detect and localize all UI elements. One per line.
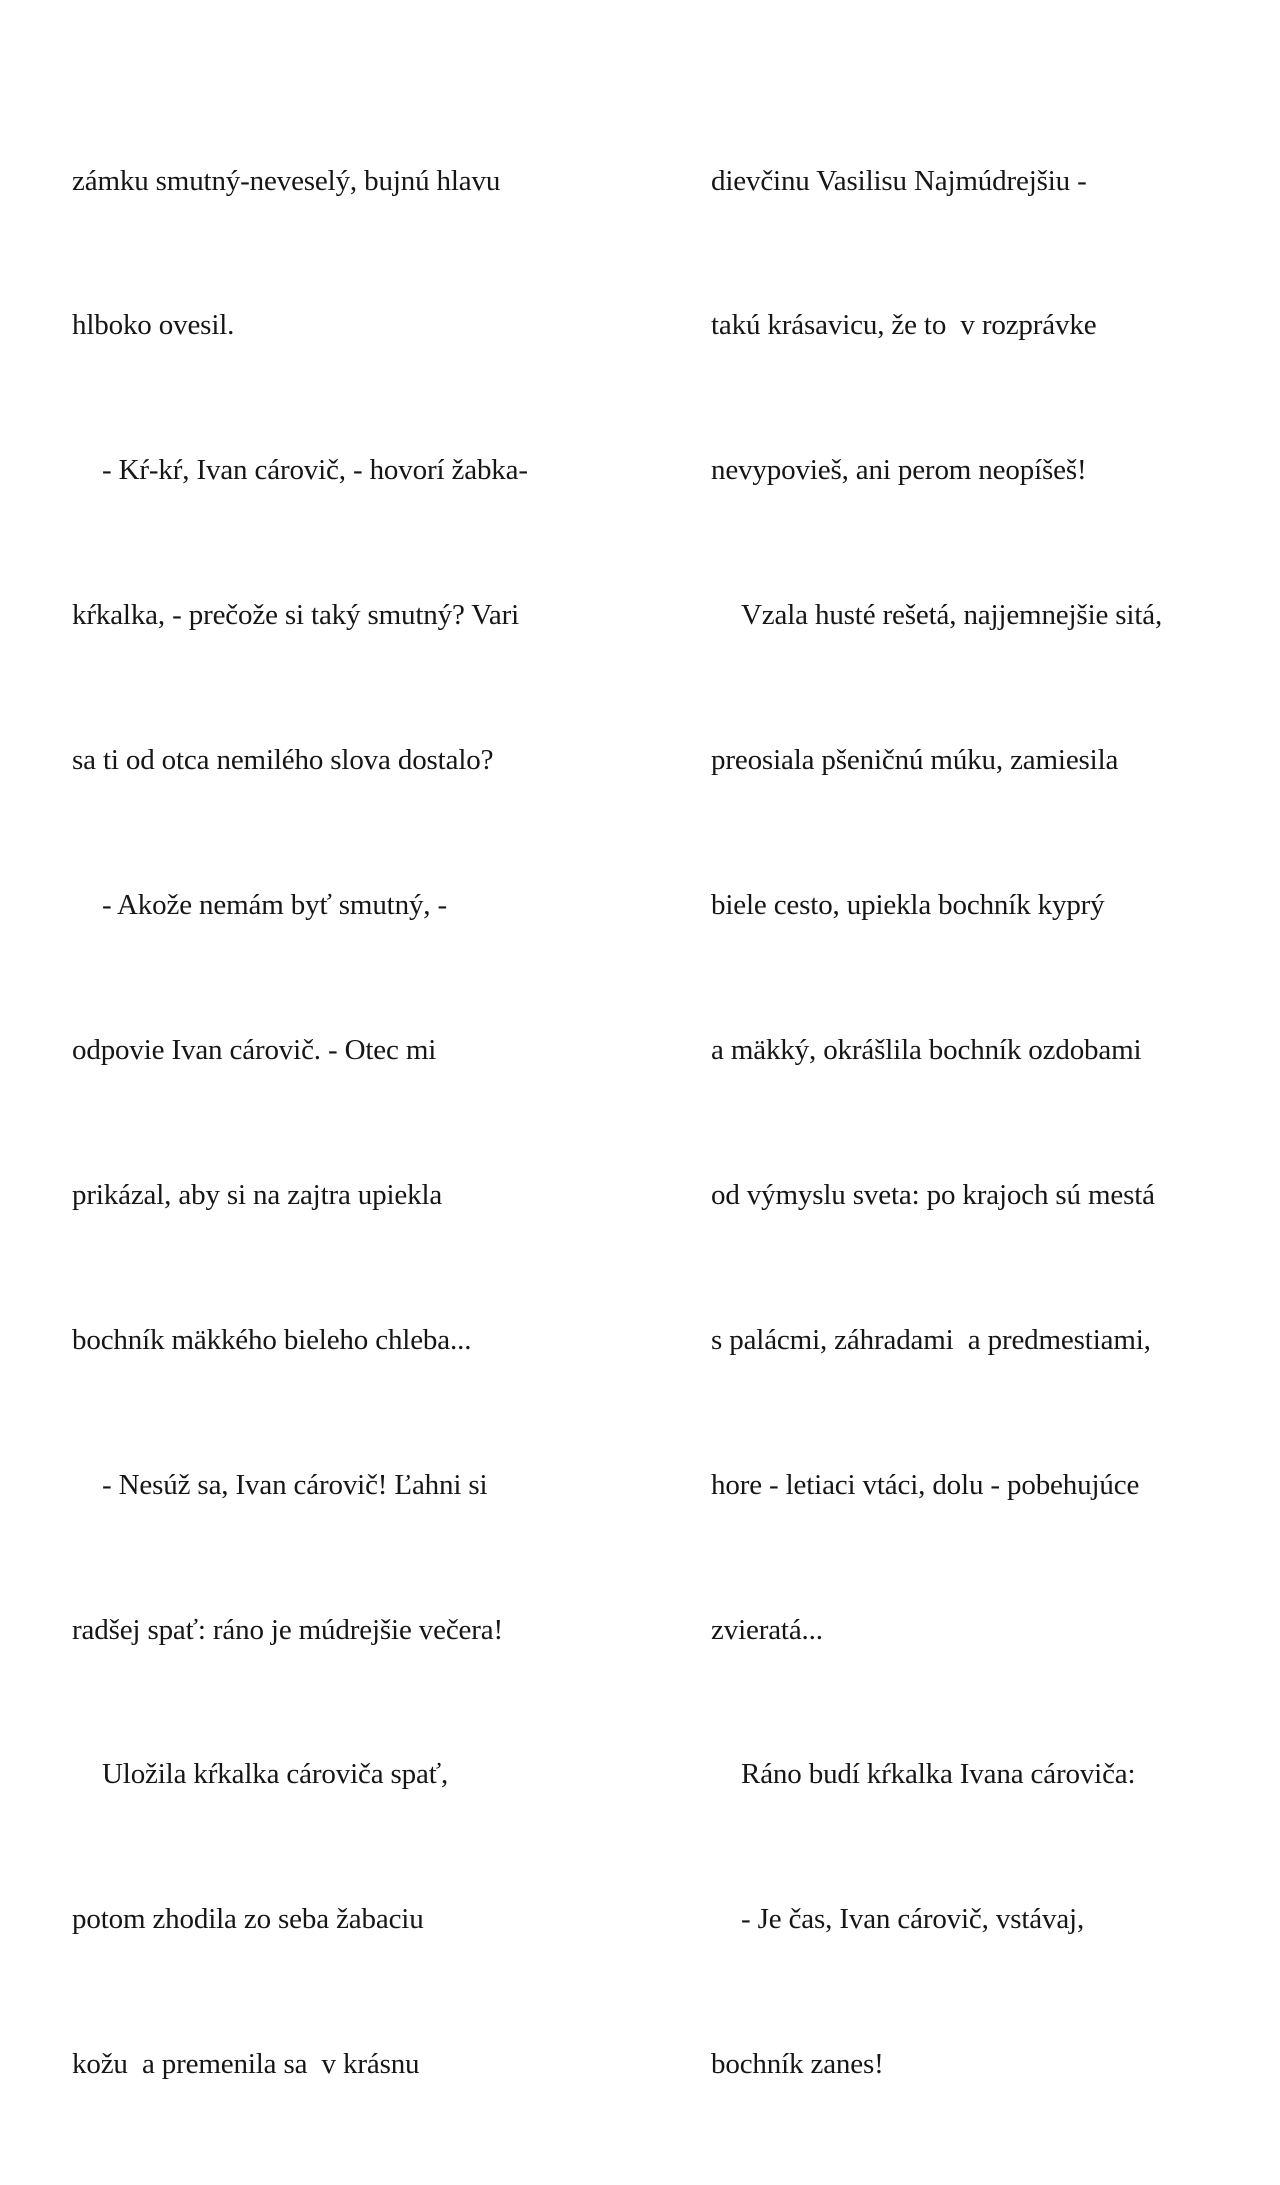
text-line: hlboko ovesil. <box>72 309 235 342</box>
text-line: - Nesúž sa, Ivan cárovič! Ľahni si <box>102 1468 488 1501</box>
text-line: bochník zanes! <box>711 2048 884 2081</box>
text-line: biele cesto, upiekla bochník kyprý <box>711 889 1105 922</box>
text-line: Uložila kŕkalka cároviča spať, <box>102 1758 449 1791</box>
text-line: radšej spať: ráno je múdrejšie večera! <box>72 1613 504 1646</box>
text-line: kŕkalka, - prečože si taký smutný? Vari <box>72 599 519 632</box>
text-line: od výmyslu sveta: po krajoch sú mestá <box>711 1178 1155 1211</box>
text-line: kožu a premenila sa v krásnu <box>72 2048 420 2081</box>
text-line: zámku smutný-neveselý, bujnú hlavu <box>72 164 501 197</box>
text-line: sa ti od otca nemilého slova dostalo? <box>72 744 494 777</box>
text-line: bochník mäkkého bieleho chleba... <box>72 1323 472 1356</box>
text-line: nevypovieš, ani perom neopíšeš! <box>711 454 1087 487</box>
text-line: prikázal, aby si na zajtra upiekla <box>72 1178 443 1211</box>
text-line: zvieratá... <box>711 1613 823 1646</box>
text-line: preosiala pšeničnú múku, zamiesila <box>711 744 1119 777</box>
left-page-text <box>72 60 632 2185</box>
text-line: takú krásavicu, že to v rozprávke <box>711 309 1097 342</box>
text-line: dievčinu Vasilisu Najmúdrejšiu - <box>711 164 1087 197</box>
right-page-text <box>711 60 1241 2185</box>
text-line: - Akože nemám byť smutný, - <box>102 889 447 922</box>
text-line: Ráno budí kŕkalka Ivana cároviča: <box>741 1758 1136 1791</box>
text-line: odpovie Ivan cárovič. - Otec mi <box>72 1033 437 1066</box>
text-line: s palácmi, záhradami a predmestiami, <box>711 1323 1151 1356</box>
text-line: hore - letiaci vtáci, dolu - pobehujúce <box>711 1468 1140 1501</box>
text-line: - Kŕ-kŕ, Ivan cárovič, - hovorí žabka- <box>102 454 528 487</box>
text-line: Vzala husté rešetá, najjemnejšie sitá, <box>741 599 1163 632</box>
text-line: a mäkký, okrášlila bochník ozdobami <box>711 1033 1142 1066</box>
text-line: potom zhodila zo seba žabaciu <box>72 1903 424 1936</box>
text-line: - Je čas, Ivan cárovič, vstávaj, <box>741 1903 1085 1936</box>
